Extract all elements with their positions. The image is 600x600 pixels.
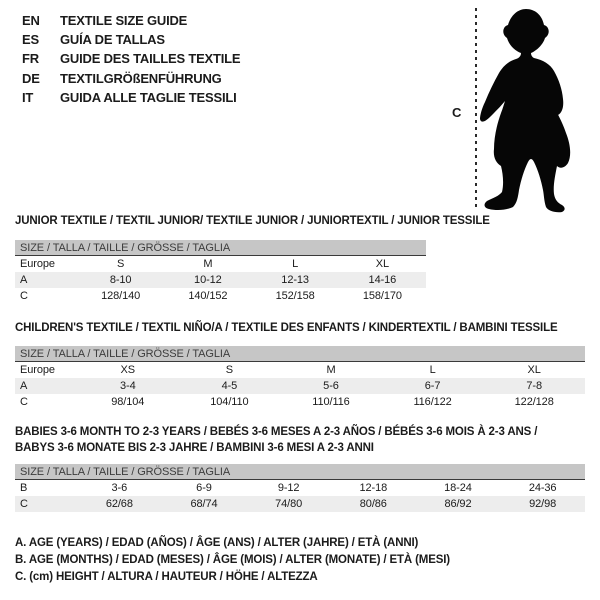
- row-label: C: [20, 290, 28, 302]
- row-label: B: [20, 482, 28, 494]
- size-cell: 152/158: [275, 290, 315, 302]
- table-row: [15, 378, 585, 394]
- lang-row-fr: [22, 49, 240, 68]
- size-cell: L: [292, 258, 299, 270]
- table-header-row: [15, 346, 585, 362]
- lang-code: FR: [22, 51, 39, 67]
- lang-code: IT: [22, 89, 34, 105]
- size-cell: 74/80: [246, 496, 331, 512]
- table-header-row: [15, 464, 585, 480]
- size-cell: 104/110: [210, 396, 249, 408]
- note-a: A. AGE (YEARS) / EDAD (AÑOS) / ÂGE (ANS) / ALTER (JAHRE) / ETÀ (ANNI): [15, 537, 419, 549]
- lang-title: GUÍA DE TALLAS: [60, 32, 165, 48]
- row-label: A: [15, 378, 77, 394]
- size-cell: 12-13: [252, 272, 339, 288]
- size-cell: S: [225, 364, 234, 376]
- size-header: SIZE / TALLA / TAILLE / GRÖSSE / TAGLIA: [15, 240, 426, 256]
- lang-code: EN: [22, 13, 40, 28]
- section-title-babies: [15, 424, 590, 456]
- size-cell: 3-6: [111, 482, 128, 494]
- lang-row-en: [22, 11, 240, 30]
- row-label: A: [15, 272, 77, 288]
- size-cell: 62/68: [77, 496, 162, 512]
- size-cell: 7-8: [483, 378, 585, 394]
- size-cell: L: [429, 364, 436, 376]
- size-cell: 86/92: [416, 496, 501, 512]
- size-cell: M: [326, 364, 336, 376]
- size-cell: 10-12: [164, 272, 251, 288]
- lang-title: GUIDA ALLE TAGLIE TESSILI: [60, 89, 237, 105]
- table-row: [15, 272, 426, 288]
- footnotes: [15, 535, 450, 586]
- size-cell: XL: [375, 258, 389, 270]
- size-cell: 3-4: [77, 378, 179, 394]
- lang-code: ES: [22, 32, 39, 48]
- size-cell: 5-6: [280, 378, 382, 394]
- size-cell: 80/86: [331, 496, 416, 512]
- children-size-table: [15, 346, 585, 410]
- table-row: [15, 362, 585, 379]
- section-title-junior: JUNIOR TEXTILE / TEXTIL JUNIOR/ TEXTILE JUNIOR / JUNIORTEXTIL / JUNIOR TESSILE: [15, 215, 490, 227]
- size-cell: 12-18: [359, 482, 388, 494]
- table-row: [15, 288, 426, 304]
- size-cell: 128/140: [101, 290, 141, 302]
- height-label: C: [452, 105, 462, 120]
- size-cell: XS: [120, 364, 136, 376]
- lang-row-it: [22, 88, 240, 107]
- lang-code: DE: [22, 70, 40, 86]
- lang-title: TEXTILGRÖßENFÜHRUNG: [60, 70, 222, 86]
- lang-title: TEXTILE SIZE GUIDE: [60, 13, 188, 28]
- table-header-row: [15, 240, 426, 256]
- size-cell: 122/128: [514, 396, 554, 408]
- section-title-babies-line2: BABYS 3-6 MONATE BIS 2-3 JAHRE / BAMBINI 3-6 MESI A 2-3 ANNI: [15, 442, 374, 454]
- babies-size-table: [15, 464, 585, 512]
- height-measure-dotted-line: [475, 8, 477, 211]
- size-cell: 98/104: [111, 396, 145, 408]
- table-row: [15, 394, 585, 410]
- size-cell: 140/152: [188, 290, 228, 302]
- table-row: [15, 256, 426, 273]
- table-row: [15, 496, 585, 512]
- table-row: [15, 480, 585, 497]
- size-header: SIZE / TALLA / TAILLE / GRÖSSE / TAGLIA: [15, 346, 585, 362]
- size-cell: XL: [527, 364, 541, 376]
- row-label: C: [20, 396, 28, 408]
- row-label: Europe: [20, 258, 55, 270]
- size-cell: 6-9: [196, 482, 212, 494]
- language-list: [22, 11, 240, 107]
- row-label: C: [15, 496, 77, 512]
- size-cell: M: [203, 258, 213, 270]
- size-cell: 158/170: [362, 290, 402, 302]
- size-cell: S: [117, 258, 125, 270]
- size-cell: 68/74: [162, 496, 247, 512]
- section-title-babies-line1: BABIES 3-6 MONTH TO 2-3 YEARS / BEBÉS 3-6 MESES A 2-3 AÑOS / BÉBÉS 3-6 MOIS À 2-3 ANS /: [15, 426, 538, 438]
- section-title-children: CHILDREN'S TEXTILE / TEXTIL NIÑO/A / TEXTILE DES ENFANTS / KINDERTEXTIL / BAMBINI TESSILE: [15, 322, 558, 334]
- size-header: SIZE / TALLA / TAILLE / GRÖSSE / TAGLIA: [15, 464, 585, 480]
- lang-row-de: [22, 69, 240, 88]
- size-cell: 116/122: [413, 396, 452, 408]
- size-cell: 110/116: [312, 396, 350, 408]
- size-cell: 4-5: [179, 378, 281, 394]
- lang-title: GUIDE DES TAILLES TEXTILE: [60, 51, 241, 67]
- size-cell: 24-36: [528, 482, 557, 494]
- lang-row-es: [22, 30, 240, 49]
- junior-size-table: [15, 240, 426, 304]
- baby-silhouette-icon: [478, 7, 582, 213]
- row-label: Europe: [20, 364, 55, 376]
- size-cell: 18-24: [444, 482, 472, 494]
- note-b: B. AGE (MONTHS) / EDAD (MESES) / ÂGE (MOIS) / ALTER (MONATE) / ETÀ (MESI): [15, 554, 450, 566]
- note-c: C. (cm) HEIGHT / ALTURA / HAUTEUR / HÖHE / ALTEZZA: [15, 571, 318, 583]
- size-cell: 6-7: [382, 378, 484, 394]
- size-cell: 9-12: [277, 482, 300, 494]
- size-cell: 92/98: [500, 496, 585, 512]
- size-cell: 8-10: [77, 272, 164, 288]
- size-cell: 14-16: [339, 272, 426, 288]
